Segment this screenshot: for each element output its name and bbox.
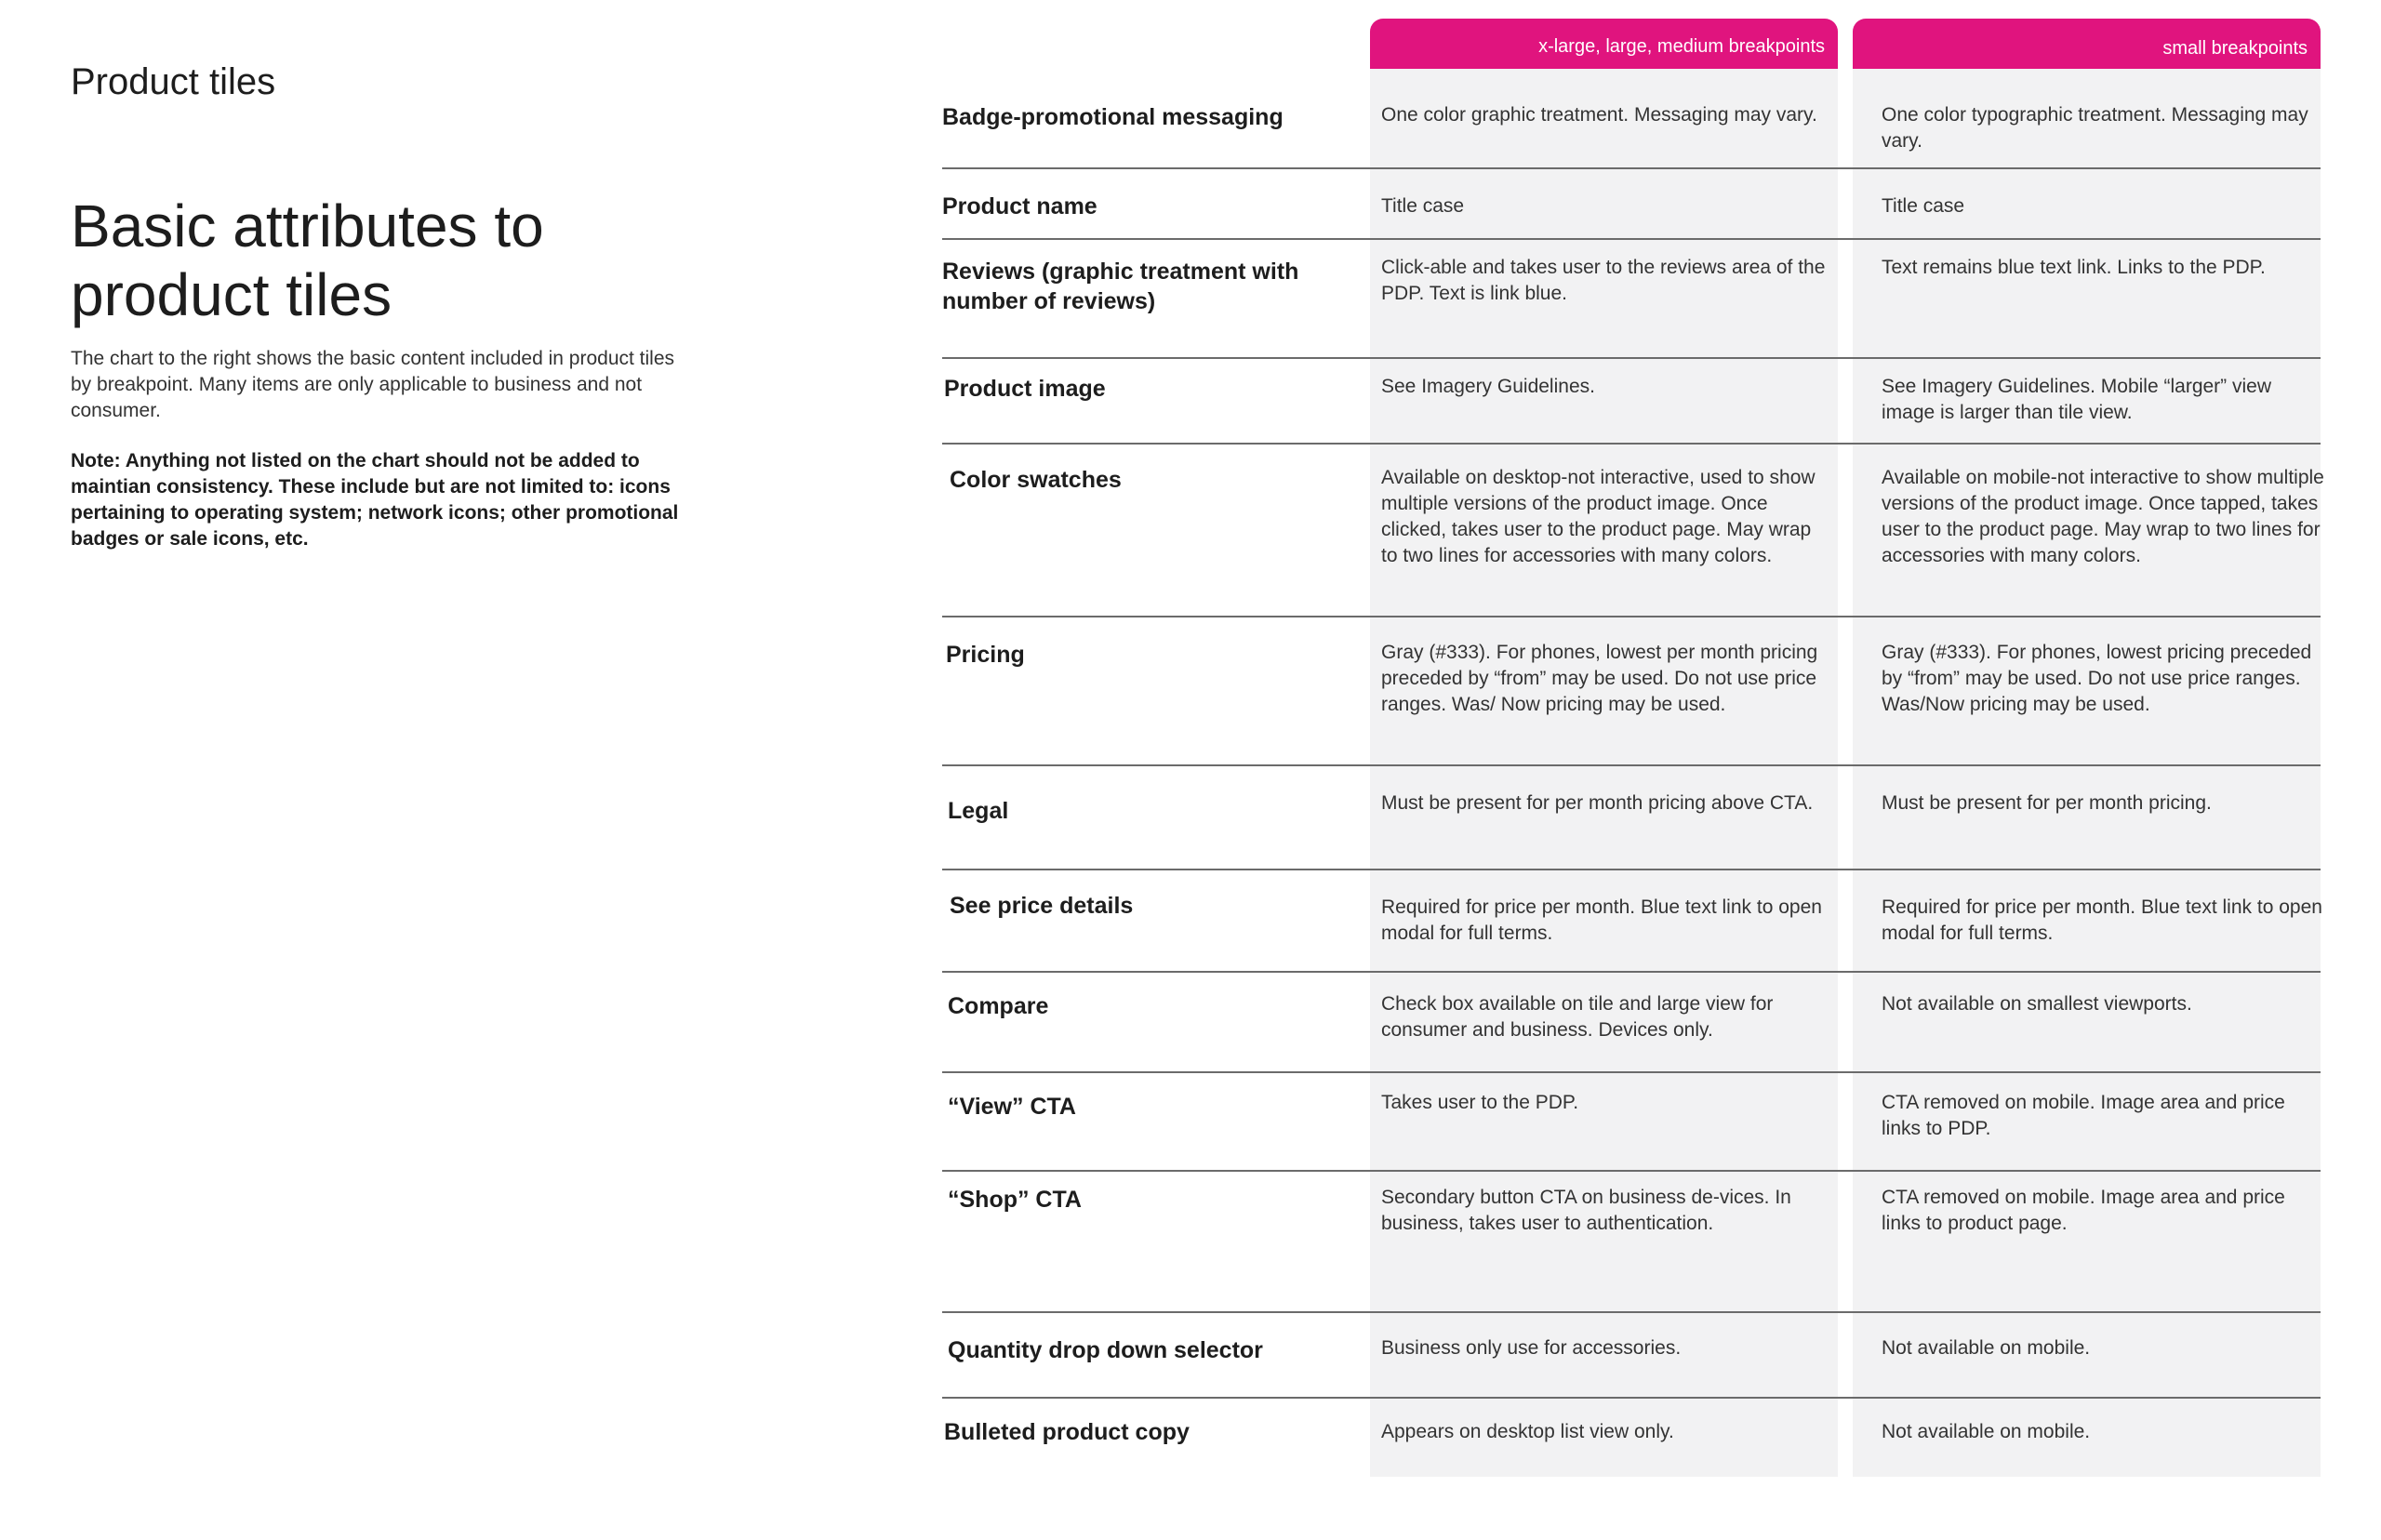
cell-large-breakpoints: Title case [1381,195,1465,217]
cell-small-breakpoints: Required for price per month. Blue text link to open modal for full terms. [1882,896,2322,944]
cell-large-breakpoints: Check box available on tile and large view for consumer and business. Devices only. [1381,993,1774,1041]
table-row [942,445,2324,617]
table-row [942,1073,2321,1172]
row-label: Compare [948,993,1049,1019]
row-label: Quantity drop down selector [948,1337,1263,1363]
row-label: Color swatches [950,467,1122,493]
table-row [942,973,2321,1073]
row-label: Pricing [946,642,1025,668]
table-row [942,359,2321,445]
intro-paragraph: The chart to the right shows the basic content included in product tiles by breakpoint. Many items are only applicable to business and not consumer. [71,348,675,421]
row-label: Bulleted product copy [944,1419,1190,1445]
cell-small-breakpoints: CTA removed on mobile. Image area and price links to PDP. [1882,1092,2285,1139]
cell-small-breakpoints: One color typographic treatment. Messaging may vary. [1882,104,2308,152]
cell-large-breakpoints: Must be present for per month pricing above CTA. [1381,792,1814,814]
cell-large-breakpoints: Required for price per month. Blue text link to open modal for full terms. [1381,896,1822,944]
note-paragraph: Note: Anything not listed on the chart should not be added to maintian consistency. These include but are not limited to: icons pertaining to operating system; network icons; other promotional badges or sale icons, etc. [71,450,679,550]
cell-small-breakpoints: Not available on mobile. [1882,1421,2091,1442]
table-row [942,169,2321,240]
page-headline: Basic attributes to product tiles [71,192,544,328]
table-row [942,617,2321,766]
row-label: “Shop” CTA [948,1187,1082,1213]
table-row [942,240,2321,359]
table-row [942,1399,2321,1477]
cell-large-breakpoints: Business only use for accessories. [1381,1337,1682,1359]
cell-small-breakpoints: Text remains blue text link. Links to the PDP. [1882,257,2266,278]
table-row [942,1313,2321,1399]
cell-small-breakpoints: Gray (#333). For phones, lowest pricing preceded by “from” may be used. Do not use price ranges. Was/Now pricing may be used. [1882,642,2312,715]
cell-large-breakpoints: Secondary button CTA on business de-vices. In business, takes user to authentication. [1381,1187,1791,1234]
cell-large-breakpoints: See Imagery Guidelines. [1381,376,1595,397]
cell-small-breakpoints: Not available on mobile. [1882,1337,2091,1359]
cell-large-breakpoints: Takes user to the PDP. [1381,1092,1579,1113]
cell-large-breakpoints: Available on desktop-not interactive, used to show multiple versions of the product image. Once clicked, takes user to the product page. May wrap to two lines for accessories with many colors. [1381,467,1816,566]
row-label: Product name [942,193,1097,219]
cell-small-breakpoints: Not available on smallest viewports. [1882,993,2192,1015]
cell-large-breakpoints: Click-able and takes user to the reviews area of the PDP. Text is link blue. [1381,257,1826,304]
cell-small-breakpoints: Must be present for per month pricing. [1882,792,2212,814]
row-label: See price details [950,893,1134,919]
section-title: Product tiles [71,61,276,102]
cell-large-breakpoints: Gray (#333). For phones, lowest per month pricing preceded by “from” may be used. Do not use price ranges. Was/ Now pricing may be used. [1381,642,1818,715]
cell-small-breakpoints: Available on mobile-not interactive to show multiple versions of the product image. Once tapped, takes user to the product page. May wrap to two lines for accessories with many colors. [1882,467,2324,566]
table-row [942,1172,2321,1313]
column-header-large-breakpoints: x-large, large, medium breakpoints [1370,19,1838,69]
row-label: Product image [944,376,1106,402]
row-label: Legal [948,798,1009,824]
table-row [942,766,2321,870]
cell-small-breakpoints: Title case [1882,195,1965,217]
cell-large-breakpoints: Appears on desktop list view only. [1381,1421,1674,1442]
table-row [942,74,2321,169]
cell-small-breakpoints: See Imagery Guidelines. Mobile “larger” view image is larger than tile view. [1882,376,2272,423]
row-label: Badge-promotional messaging [942,104,1284,130]
table-row [942,870,2321,973]
column-header-small-breakpoints: small breakpoints [1853,19,2321,69]
cell-small-breakpoints: CTA removed on mobile. Image area and price links to product page. [1882,1187,2285,1234]
row-label: Reviews (graphic treatment with number of reviews) [942,259,1299,314]
cell-large-breakpoints: One color graphic treatment. Messaging may vary. [1381,104,1817,126]
row-label: “View” CTA [948,1094,1076,1120]
